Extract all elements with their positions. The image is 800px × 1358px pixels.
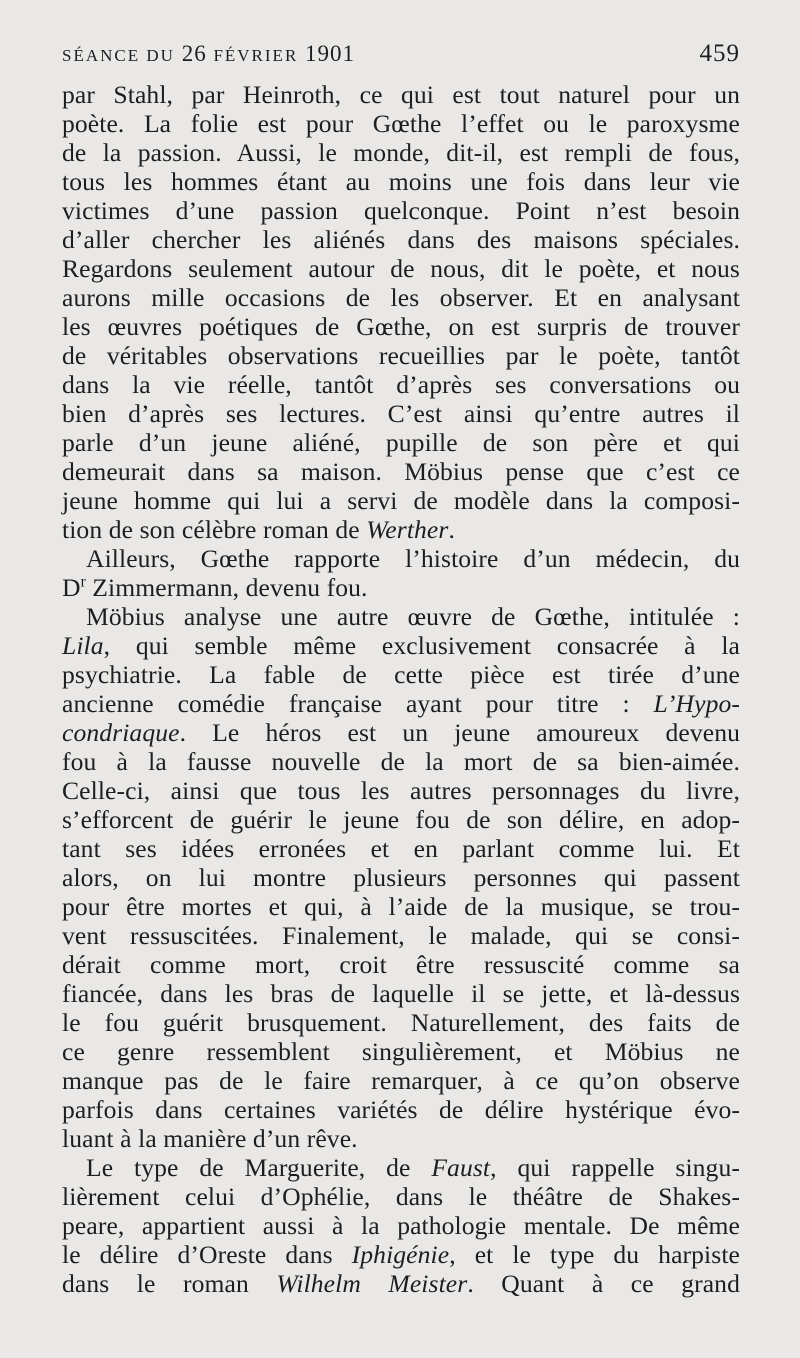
text-segment: luant à la manière d’un rêve. [62, 1124, 358, 1153]
text-line [62, 950, 740, 979]
text-segment: par Stahl, par Heinroth, ce qui est tout naturel pour un [62, 80, 740, 109]
text-line [62, 805, 740, 834]
text-segment: , et le type du harpiste [449, 1240, 740, 1269]
text-line [62, 80, 740, 109]
text-segment: tant ses idées erronées et en parlant comme lui. Et [62, 834, 740, 863]
running-header [62, 40, 740, 74]
text-segment: Le type de Marguerite, de [86, 1153, 432, 1182]
text-segment: , qui semble même exclusivement consacrée à la [103, 631, 740, 660]
text-segment: Werther [366, 515, 449, 544]
text-segment: Faust [431, 1153, 491, 1182]
text-segment: bien d’après ses lectures. C’est ainsi qu’entre autres il [62, 399, 740, 428]
text-segment: lièrement celui d’Ophélie, dans le théâtre de Shakes- [62, 1182, 740, 1211]
text-segment: vent ressuscitées. Finalement, le malade, qui se consi- [62, 921, 740, 950]
text-line [62, 979, 740, 1008]
text-segment: Wilhelm Meister [276, 1269, 468, 1298]
text-segment: aurons mille occasions de les observer. Et en analysant [62, 283, 740, 312]
text-line [62, 1240, 740, 1269]
text-segment: parfois dans certaines variétés de délire hystérique évo- [62, 1095, 740, 1124]
text-line [62, 747, 740, 776]
text-line [62, 312, 740, 341]
text-segment: alors, on lui montre plusieurs personnes qui passent [62, 863, 740, 892]
text-segment: . Le héros est un jeune amoureux devenu [179, 718, 740, 747]
text-segment: peare, appartient aussi à la pathologie mentale. De même [62, 1211, 740, 1240]
text-segment: Ailleurs, Gœthe rapporte l’histoire d’un médecin, du [86, 544, 740, 573]
text-line [62, 486, 740, 515]
text-line [62, 718, 740, 747]
text-segment: condriaque [62, 718, 180, 747]
text-line [62, 109, 740, 138]
text-line [62, 167, 740, 196]
text-segment: fiancée, dans les bras de laquelle il se jette, et là-dessus [62, 979, 740, 1008]
text-line [62, 225, 740, 254]
text-line [62, 892, 740, 921]
text-segment: Celle-ci, ainsi que tous les autres personnages du livre, [62, 776, 740, 805]
text-line [62, 1153, 740, 1182]
text-segment: psychiatrie. La fable de cette pièce est tirée d’une [62, 660, 740, 689]
text-segment: L’Hypo- [653, 689, 740, 718]
text-segment: dérait comme mort, croit être ressuscité comme sa [62, 950, 740, 979]
text-line [62, 1124, 740, 1153]
text-segment: demeurait dans sa maison. Möbius pense que c’est ce [62, 457, 740, 486]
body-text [62, 80, 740, 1298]
text-segment: le délire d’Oreste dans [62, 1240, 352, 1269]
text-segment: Regardons seulement autour de nous, dit le poète, et nous [62, 254, 740, 283]
text-line [62, 138, 740, 167]
text-segment: dans le roman [62, 1269, 277, 1298]
text-segment: de véritables observations recueillies par le poète, tantôt [62, 341, 740, 370]
text-line [62, 1182, 740, 1211]
text-line [62, 1008, 740, 1037]
text-segment: Möbius analyse une autre œuvre de Gœthe, intitulée : [86, 602, 740, 631]
text-segment: ancienne comédie française ayant pour titre : [62, 689, 654, 718]
page-number: 459 [699, 40, 740, 67]
text-segment: fou à la fausse nouvelle de la mort de sa bien-aimée. [62, 747, 740, 776]
text-segment: s’efforcent de guérir le jeune fou de son délire, en adop- [62, 805, 740, 834]
text-segment: poète. La folie est pour Gœthe l’effet ou le paroxysme [62, 109, 740, 138]
text-line [62, 1269, 740, 1298]
title-du: DU [146, 46, 175, 65]
text-segment: . Quant à ce grand [467, 1269, 740, 1298]
text-segment: r [80, 573, 86, 591]
text-line [62, 834, 740, 863]
text-line [62, 341, 740, 370]
text-line [62, 660, 740, 689]
text-segment: pour être mortes et qui, à l’aide de la musique, se trou- [62, 892, 740, 921]
text-line [62, 283, 740, 312]
text-segment: dans la vie réelle, tantôt d’après ses conversations ou [62, 370, 740, 399]
text-line [62, 602, 740, 631]
text-line [62, 254, 740, 283]
text-line [62, 515, 740, 544]
text-segment: , qui rappelle singu- [490, 1153, 740, 1182]
running-title [62, 41, 355, 67]
text-line [62, 428, 740, 457]
text-segment: d’aller chercher les aliénés dans des maisons spéciales. [62, 225, 740, 254]
text-line [62, 863, 740, 892]
text-line [62, 399, 740, 428]
text-segment: parle d’un jeune aliéné, pupille de son père et qui [62, 428, 740, 457]
text-segment: le fou guérit brusquement. Naturellement, des faits de [62, 1008, 740, 1037]
text-line [62, 1211, 740, 1240]
text-line [62, 1095, 740, 1124]
text-segment: . [448, 515, 455, 544]
text-segment: Lila [62, 631, 104, 660]
title-month: FÉVRIER [213, 46, 299, 65]
text-segment: les œuvres poétiques de Gœthe, on est surpris de trouver [62, 312, 740, 341]
text-line [62, 1037, 740, 1066]
text-segment: victimes d’une passion quelconque. Point n’est besoin [62, 196, 740, 225]
text-segment: manque pas de le faire remarquer, à ce qu’on observe [62, 1066, 740, 1095]
text-line [62, 631, 740, 660]
title-date: 26 [174, 41, 214, 66]
text-segment: ce genre ressemblent singulièrement, et Möbius ne [62, 1037, 740, 1066]
text-segment: Iphigénie [351, 1240, 450, 1269]
text-segment: tion de son célèbre roman de [62, 515, 367, 544]
text-segment: Zimmermann, devenu fou. [85, 573, 368, 602]
text-line [62, 457, 740, 486]
text-line [62, 573, 740, 602]
text-line [62, 544, 740, 573]
text-line [62, 776, 740, 805]
text-line [62, 921, 740, 950]
text-segment: tous les hommes étant au moins une fois dans leur vie [62, 167, 740, 196]
title-year: 1901 [298, 41, 356, 66]
text-line [62, 196, 740, 225]
text-line [62, 689, 740, 718]
title-seance: SÉANCE [62, 46, 147, 65]
text-segment: de la passion. Aussi, le monde, dit-il, est rempli de fous, [62, 138, 740, 167]
text-segment: jeune homme qui lui a servi de modèle dans la composi- [62, 486, 740, 515]
text-line [62, 1066, 740, 1095]
text-segment: D [62, 573, 81, 602]
text-line [62, 370, 740, 399]
